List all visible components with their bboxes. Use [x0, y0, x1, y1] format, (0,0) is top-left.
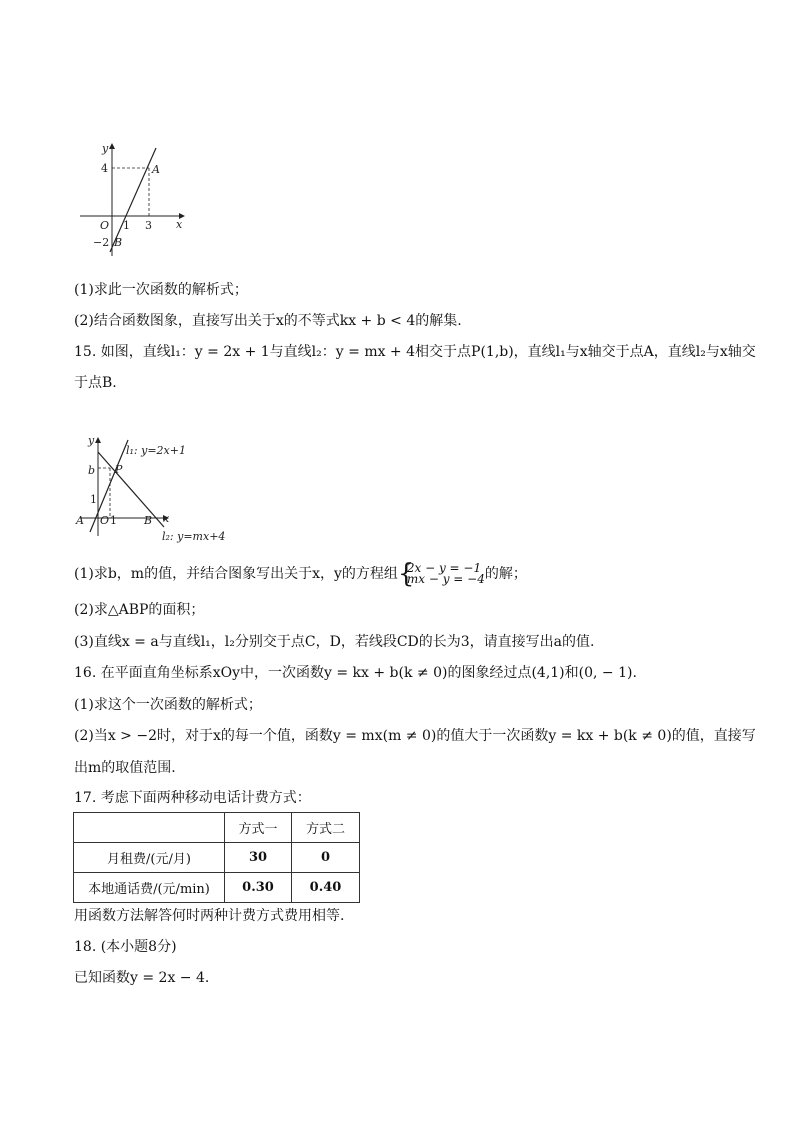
table-header-cell: 方式一 — [225, 813, 292, 843]
point-b-label: B — [144, 514, 153, 527]
table-cell: 月租费/(元/月) — [74, 843, 225, 873]
equation-system — [397, 559, 485, 589]
table-cell: 本地通话费/(元/min) — [74, 873, 225, 903]
l1-label: l₁: y=2x+1 — [126, 444, 186, 457]
q15-stem-line1: 15. 如图，直线l₁：y = 2x + 1与直线l₂：y = mx + 4相交于点P(1,b)，直线l₁与x轴交于点A，直线l₂与x轴交 — [74, 344, 756, 360]
equation-1: 2x − y = −1 — [406, 561, 482, 575]
q18-given: 已知函数y = 2x − 4. — [74, 970, 210, 986]
table-header-row — [74, 813, 360, 843]
x-axis-label: x — [163, 512, 170, 525]
x-axis-label: x — [176, 218, 183, 231]
q16-part1: (1)求这个一次函数的解析式； — [74, 697, 262, 713]
q15-part3: (3)直线x = a与直线l₁，l₂分别交于点C，D，若线段CD的长为3，请直接写出a的值. — [74, 634, 595, 650]
system-brace: { — [397, 559, 415, 589]
q15-part2: (2)求△ABP的面积； — [74, 602, 205, 618]
table-header-cell — [74, 813, 225, 843]
table-row — [74, 873, 360, 903]
q17-stem: 17. 考虑下面两种移动电话计费方式： — [74, 790, 311, 806]
fee-table — [73, 812, 360, 903]
origin-label: O — [100, 514, 110, 527]
q15-part1 — [74, 559, 527, 589]
figure-2-graph — [70, 432, 230, 548]
table-cell: 0.40 — [292, 873, 360, 903]
table-cell: 30 — [225, 843, 292, 873]
point-b-label: B — [114, 236, 123, 249]
table-cell: 0.30 — [225, 873, 292, 903]
y-tick-1: 1 — [90, 493, 97, 506]
q15-part1-suffix: 的解； — [484, 566, 527, 582]
point-a-label: A — [76, 514, 84, 527]
equation-2: mx − y = −4 — [406, 572, 485, 586]
q15-part1-prefix: (1)求b，m的值，并结合图象写出关于x，y的方程组 — [74, 566, 398, 582]
y-tick-4: 4 — [101, 162, 108, 175]
q16-part2-line2: 出m的取值范围. — [74, 760, 176, 776]
figure-1-graph — [76, 140, 196, 260]
table-header-cell: 方式二 — [292, 813, 360, 843]
y-axis-label: y — [102, 142, 109, 155]
q16-stem: 16. 在平面直角坐标系xOy中，一次函数y = kx + b(k ≠ 0)的图象经过点(4,1)和(0, − 1). — [74, 665, 637, 681]
table-cell: 0 — [292, 843, 360, 873]
x-tick-3: 3 — [145, 219, 152, 232]
point-p-label: P — [115, 463, 123, 476]
q17-question: 用函数方法解答何时两种计费方式费用相等. — [74, 908, 345, 924]
q15-stem-line2: 于点B. — [74, 375, 117, 391]
q18-stem: 18. (本小题8分) — [74, 939, 177, 955]
x-tick-1: 1 — [123, 219, 130, 232]
q14-part2: (2)结合函数图象，直接写出关于x的不等式kx + b < 4的解集. — [74, 313, 462, 329]
table-row — [74, 843, 360, 873]
y-axis-label: y — [88, 434, 95, 447]
q14-part1: (1)求此一次函数的解析式； — [74, 282, 248, 298]
origin-label: O — [100, 219, 110, 232]
q16-part2-line1: (2)当x > −2时，对于x的每一个值，函数y = mx(m ≠ 0)的值大于一次函数y = kx + b(k ≠ 0)的值，直接写 — [74, 728, 756, 744]
y-tick-b: b — [88, 464, 96, 477]
point-a-label: A — [152, 163, 160, 176]
l2-label: l₂: y=mx+4 — [162, 530, 226, 543]
y-tick-minus-2: −2 — [93, 236, 110, 249]
x-tick-1: 1 — [110, 514, 117, 527]
